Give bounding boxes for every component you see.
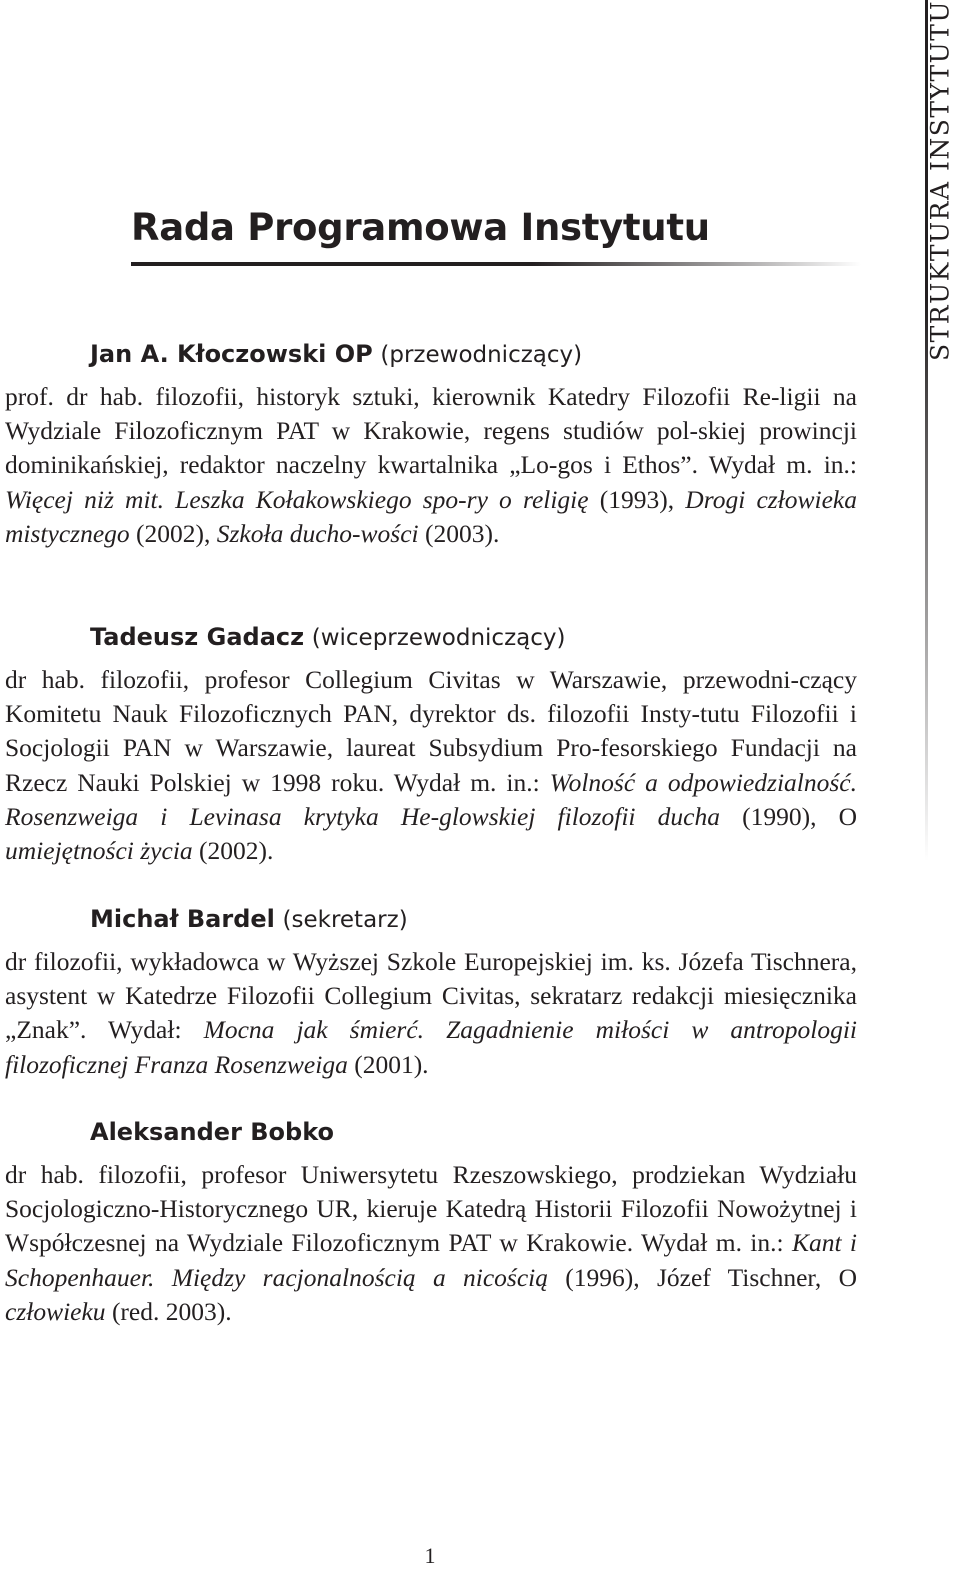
bio-text: (2003). bbox=[418, 518, 500, 548]
member-bio bbox=[5, 380, 857, 551]
member-bio bbox=[5, 945, 857, 1082]
bio-italic-title: Więcej niż mit. Leszka Kołakowskiego spo-ry o religię bbox=[5, 484, 589, 514]
member-name: Michał Bardel bbox=[90, 905, 275, 933]
member-role: (sekretarz) bbox=[282, 907, 408, 933]
page-number: 1 bbox=[424, 1543, 436, 1568]
member-bio bbox=[5, 1158, 857, 1329]
bio-text: (2001). bbox=[347, 1049, 429, 1079]
member-name: Jan A. Kłoczowski OP bbox=[90, 340, 373, 368]
member-heading bbox=[90, 1115, 857, 1150]
bio-italic-title: Wolność a odpowiedzialność. Rosenzweiga i Levinasa krytyka He-glowskiej filozofii ducha bbox=[5, 767, 857, 831]
council-member-entry bbox=[5, 1115, 857, 1329]
bio-text: (1993), bbox=[588, 484, 686, 514]
member-role: (wiceprzewodniczący) bbox=[311, 625, 566, 651]
bio-text: prof. dr hab. filozofii, historyk sztuki, kierownik Katedry Filozofii Re-ligii na Wydziale Filozoficznym PAT w Krakowie, regens studiów pol-skiej prowincji dominikańskiej, redaktor naczelny kwartalnika „Lo-gos i Ethos”. Wydał m. in.: bbox=[5, 382, 857, 480]
bio-text: dr filozofii, wykładowca w Wyższej Szkole Europejskiej im. ks. Józefa Tischnera, asystent w Katedrze Filozofii Collegium Civitas, sekratarz redakcji miesięcznika „Znak”. Wydał: bbox=[5, 947, 857, 1045]
member-name: Tadeusz Gadacz bbox=[90, 623, 305, 651]
bio-text: (1996), Józef Tischner, O bbox=[548, 1262, 857, 1292]
bio-text: (2002), bbox=[129, 518, 217, 548]
bio-italic-title: Mocna jak śmierć. Zagadnienie miłości w antropologii filozoficznej Franza Rosenzweiga bbox=[5, 1015, 857, 1079]
bio-text: dr hab. filozofii, profesor Uniwersytetu Rzeszowskiego, prodziekan Wydziału Socjologiczno-Historycznego UR, kieruje Katedrą Historii Filozofii Nowożytnej i Współczesnej na Wydziale Filozoficznym PAT w Krakowie. Wydał m. in.: bbox=[5, 1160, 857, 1258]
bio-italic-title: umiejętności życia bbox=[5, 836, 193, 866]
council-member-entry bbox=[5, 337, 857, 551]
bio-text: (red. 2003). bbox=[105, 1296, 232, 1326]
council-member-entry bbox=[5, 620, 857, 868]
bio-italic-title: Drogi człowieka mistycznego bbox=[5, 484, 857, 548]
page-title: Rada Programowa Instytutu bbox=[131, 206, 710, 249]
bio-text: dr hab. filozofii, profesor Collegium Civitas w Warszawie, przewodni-czący Komitetu Nauk Filozoficznych PAN, dyrektor ds. filozofii Insty-tutu Filozofii i Socjologii PAN w Warszawie, laureat Subsydium Pro-fesorskiego Fundacji na Rzecz Nauki Polskiej w 1998 roku. Wydał m. in.: bbox=[5, 665, 857, 797]
title-rule bbox=[131, 262, 861, 266]
council-member-entry bbox=[5, 902, 857, 1082]
member-role: (przewodniczący) bbox=[380, 342, 583, 368]
member-heading bbox=[90, 620, 857, 655]
member-heading bbox=[90, 902, 857, 937]
bio-text: (2002). bbox=[192, 836, 274, 866]
member-name: Aleksander Bobko bbox=[90, 1118, 335, 1146]
bio-italic-title: Kant i Schopenhauer. Między racjonalnością a nicością bbox=[5, 1228, 857, 1292]
member-bio bbox=[5, 663, 857, 868]
bio-text: (1990), O bbox=[719, 801, 857, 831]
side-section-label: STRUKTURA INSTYTUTU bbox=[925, 0, 955, 361]
member-heading bbox=[90, 337, 857, 372]
bio-italic-title: człowieku bbox=[5, 1296, 106, 1326]
bio-italic-title: Szkoła ducho-wości bbox=[216, 518, 419, 548]
